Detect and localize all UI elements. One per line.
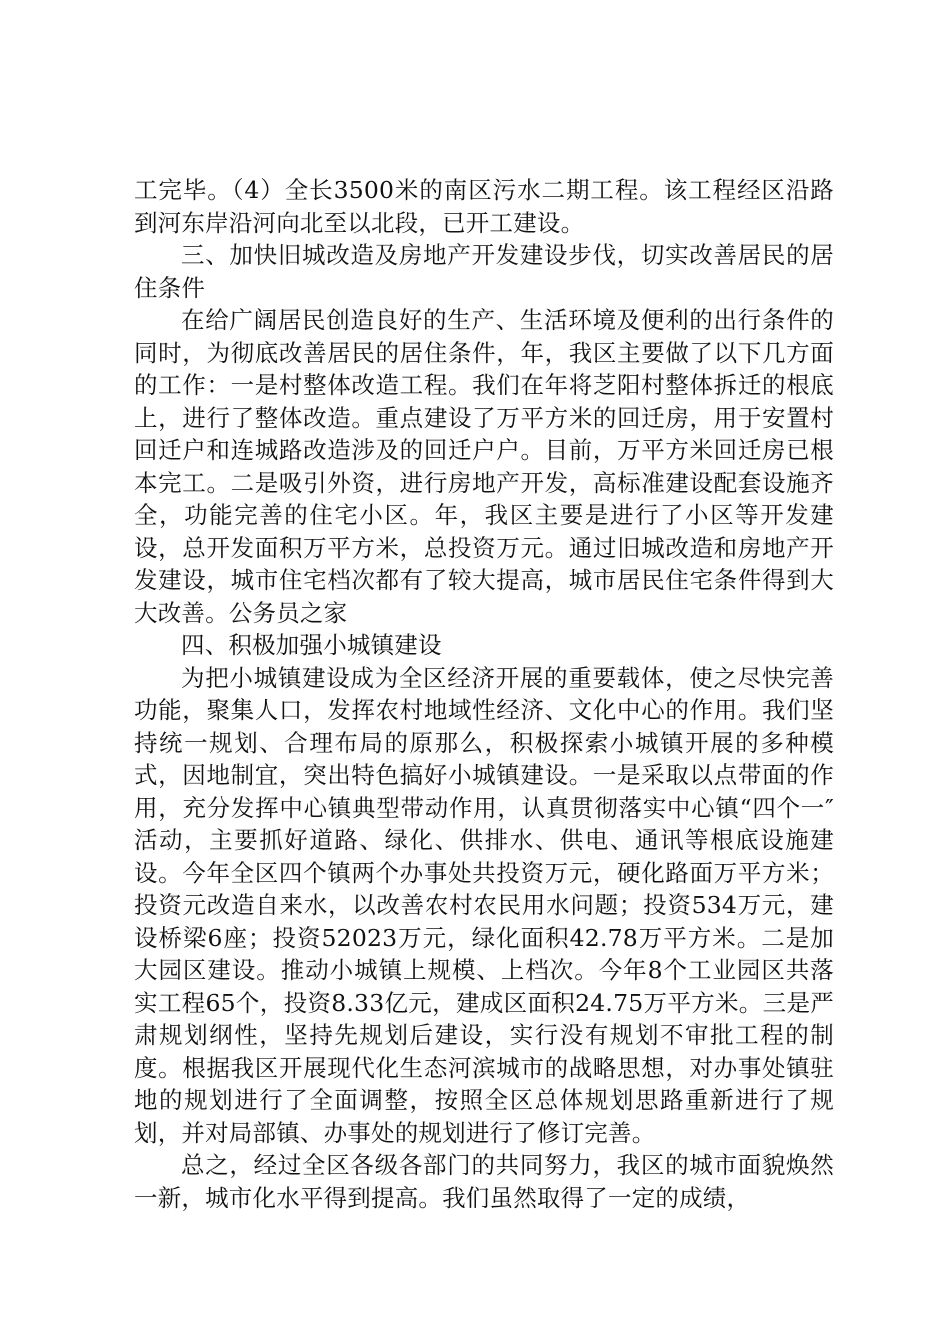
section-heading-small-town-construction: 四、积极加强小城镇建设 [181, 631, 442, 659]
paragraph-small-town-construction: 为把小城镇建设成为全区经济开展的重要载体，使之尽快完善功能，聚集人口，发挥农村地域性经济、文化中心的作用。我们坚持统一规划、合理布局的原那么，积极探索小城镇开展的多种模式，因地制宜，突出特色搞好小城镇建设。一是采取以点带面的作用，充分发挥中心镇典型带动作用，认真贯彻落实中心镇“四个一″活动，主要抓好道路、绿化、供排水、供电、通讯等根底设施建设。今年全区四个镇两个办事处共投资万元，硬化路面万平方米；投资元改造自来水，以改善农村农民用水问题；投资534万元，建设桥梁6座；投资52023万元，绿化面积42.78万平方米。二是加大园区建设。推动小城镇上规模、上档次。今年8个工业园区共落实工程65个，投资8.33亿元，建成区面积24.75万平方米。三是严肃规划纲性，坚持先规划后建设，实行没有规划不审批工程的制度。根据我区开展现代化生态河滨城市的战略思想，对办事处镇驻地的规划进行了全面调整，按照全区总体规划思路重新进行了规划，并对局部镇、办事处的规划进行了修订完善。 [134, 663, 834, 1147]
paragraph-conclusion: 总之，经过全区各级各部门的共同努力，我区的城市面貌焕然一新，城市化水平得到提高。我们虽然取得了一定的成绩， [134, 1151, 834, 1212]
section-heading-old-city-renovation: 三、加快旧城改造及房地产开发建设步伐，切实改善居民的居住条件 [134, 241, 834, 302]
paragraph-housing-improvement: 在给广阔居民创造良好的生产、生活环境及便利的出行条件的同时，为彻底改善居民的居住条件，年，我区主要做了以下几方面的工作：一是村整体改造工程。我们在年将芝阳村整体拆迁的根底上，进行了整体改造。重点建设了万平方米的回迁房，用于安置村回迁户和连城路改造涉及的回迁户户。目前，万平方米回迁房已根本完工。二是吸引外资，进行房地产开发，高标准建设配套设施齐全，功能完善的住宅小区。年，我区主要是进行了小区等开发建设，总开发面积万平方米，总投资万元。通过旧城改造和房地产开发建设，城市住宅档次都有了较大提高，城市居民住宅条件得到大大改善。公务员之家 [134, 306, 834, 627]
document-body [134, 174, 834, 1214]
paragraph-sewage-project: 工完毕。（4）全长3500米的南区污水二期工程。该工程经区沿路到河东岸沿河向北至以北段，已开工建设。 [134, 176, 834, 237]
